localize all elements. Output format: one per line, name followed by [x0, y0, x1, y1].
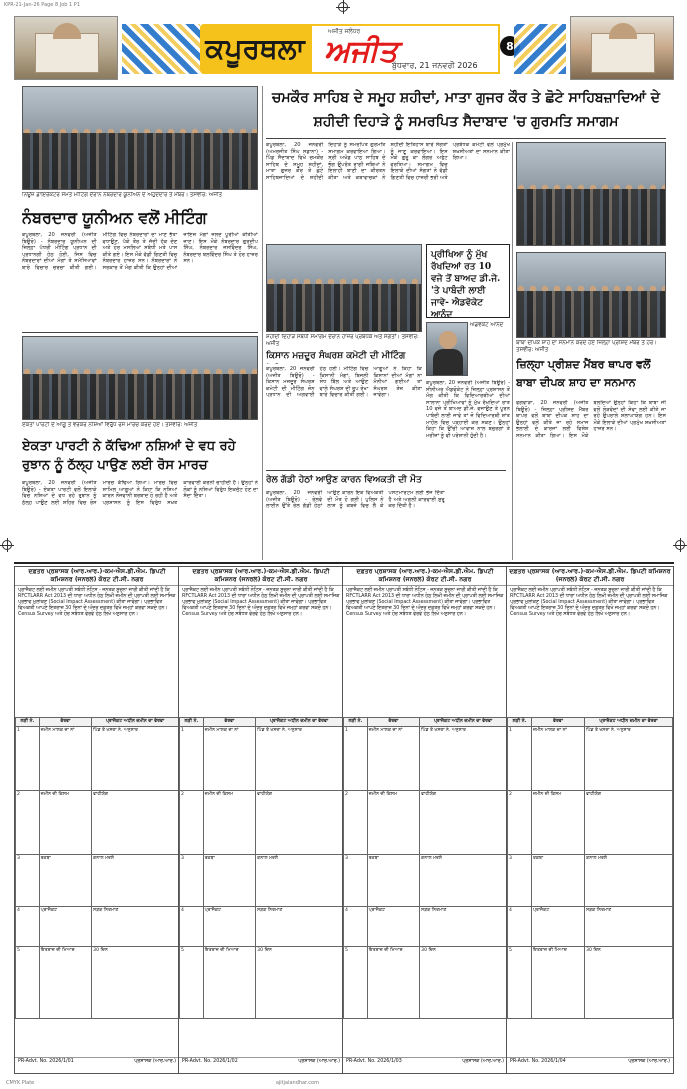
table-row: 5 ਇਤਰਾਜ਼ ਦੀ ਮਿਆਦ 30 ਦਿਨ [180, 946, 343, 1018]
table-row: 2 ਜ਼ਮੀਨ ਦੀ ਕਿਸਮ ਵਾਹੀਯੋਗ [508, 790, 673, 854]
tender-footer: PR-Advt. No. 2026/1/04 ਪ੍ਰਸ਼ਾਸਕ (ਆਰ.ਆਰ.) [507, 1057, 673, 1073]
tender-body: ਪ੍ਰਾਜੈਕਟ ਲਈ ਜ਼ਮੀਨ ਪ੍ਰਾਪਤੀ ਸਬੰਧੀ ਨੋਟਿਸ - ਜਨਤਕ ਸੂਚਨਾ ਜਾਰੀ ਕੀਤੀ ਜਾਂਦੀ ਹੈ ਕਿ RFCTLARR Act 2013 ਦੀ ਧਾਰਾ ਅਧੀਨ ਹੇਠ ਲਿਖੀ ਜ਼ਮੀਨ ਦੀ ਪ੍ਰਾਪਤੀ ਲਈ ਸਮਾਜਿਕ ਪ੍ਰਭਾਵ ਮੁਲਾਂਕਣ (Social Impact Assessment) ਕੀਤਾ ਜਾਵੇਗਾ। ਪ੍ਰਭਾਵਿਤ ਵਿਅਕਤੀ ਆਪਣੇ ਇਤਰਾਜ਼ 30 ਦਿਨਾਂ ਦੇ ਅੰਦਰ ਦਫ਼ਤਰ ਵਿਖੇ ਜਮ੍ਹਾਂ ਕਰਵਾ ਸਕਦੇ ਹਨ। Census Survey ਅਤੇ ਹੋਰ ਸਬੰਧਤ ਵੇਰਵੇ ਹੇਠ ਲਿਖੇ ਅਨੁਸਾਰ ਹਨ। [18, 588, 176, 618]
table-header: ਪ੍ਰਾਜੈਕਟ ਅਧੀਨ ਜ਼ਮੀਨ ਦਾ ਵੇਰਵਾ [420, 718, 507, 727]
column-rule [512, 142, 513, 560]
tender-office: ਦਫ਼ਤਰ ਪ੍ਰਸ਼ਾਸਕ (ਆਰ.ਆਰ.)-ਕਮ-ਐਸ.ਡੀ.ਐਮ. ਡਿਪਟੀ ਕਮਿਸ਼ਨਰ (ਜਨਰਲ) ਕੋਰਟ ਟੀ.ਸੀ. ਨਗਰ [179, 567, 343, 586]
table-header: ਲੜੀ ਨੰ. [180, 718, 204, 727]
registration-mark-icon [338, 2, 348, 12]
tender-notice-1 [14, 566, 180, 1074]
ekta-march-photo [22, 336, 258, 420]
gurmat-headline: ਚਮਕੌਰ ਸਾਹਿਬ ਦੇ ਸਮੂਹ ਸ਼ਹੀਦਾਂ, ਮਾਤਾ ਗੁਜਰ ਕੌਰ ਤੇ ਛੋਟੇ ਸਾਹਿਬਜ਼ਾਦਿਆਂ ਦੇ ਸ਼ਹੀਦੀ ਦਿਹਾੜੇ ਨੂੰ ਸਮਰਪਿਤ ਸੈਦਾਬਾਦ 'ਚ ਗੁਰਮਤਿ ਸਮਾਗਮ [271, 90, 660, 130]
page-number: 8 [500, 36, 520, 56]
table-row: 1 ਜ਼ਮੀਨ ਮਾਲਕ ਦਾ ਨਾਂ ਪਿੰਡ ਤੇ ਖਸਰਾ ਨੰ. ਅਨੁਸਾਰ [16, 726, 179, 790]
brand-logo: ਅਜੀਤ [324, 34, 398, 69]
tender-footer: PR-Advt. No. 2026/1/03 ਪ੍ਰਸ਼ਾਸਕ (ਆਰ.ਆਰ.) [343, 1057, 507, 1073]
tender-body: ਪ੍ਰਾਜੈਕਟ ਲਈ ਜ਼ਮੀਨ ਪ੍ਰਾਪਤੀ ਸਬੰਧੀ ਨੋਟਿਸ - ਜਨਤਕ ਸੂਚਨਾ ਜਾਰੀ ਕੀਤੀ ਜਾਂਦੀ ਹੈ ਕਿ RFCTLARR Act 2013 ਦੀ ਧਾਰਾ ਅਧੀਨ ਹੇਠ ਲਿਖੀ ਜ਼ਮੀਨ ਦੀ ਪ੍ਰਾਪਤੀ ਲਈ ਸਮਾਜਿਕ ਪ੍ਰਭਾਵ ਮੁਲਾਂਕਣ (Social Impact Assessment) ਕੀਤਾ ਜਾਵੇਗਾ। ਪ੍ਰਭਾਵਿਤ ਵਿਅਕਤੀ ਆਪਣੇ ਇਤਰਾਜ਼ 30 ਦਿਨਾਂ ਦੇ ਅੰਦਰ ਦਫ਼ਤਰ ਵਿਖੇ ਜਮ੍ਹਾਂ ਕਰਵਾ ਸਕਦੇ ਹਨ। Census Survey ਅਤੇ ਹੋਰ ਸਬੰਧਤ ਵੇਰਵੇ ਹੇਠ ਲਿਖੇ ਅਨੁਸਾਰ ਹਨ। [182, 588, 340, 618]
table-row: 1 ਜ਼ਮੀਨ ਮਾਲਕ ਦਾ ਨਾਂ ਪਿੰਡ ਤੇ ਖਸਰਾ ਨੰ. ਅਨੁਸਾਰ [508, 726, 673, 790]
table-row: 3 ਰਕਬਾ ਕਨਾਲ ਮਰਲੇ [180, 854, 343, 906]
table-row: 5 ਇਤਰਾਜ਼ ਦੀ ਮਿਆਦ 30 ਦਿਨ [16, 946, 179, 1018]
table-row: 5 ਇਤਰਾਜ਼ ਦੀ ਮਿਆਦ 30 ਦਿਨ [344, 946, 507, 1018]
table-header: ਵੇਰਵਾ [367, 718, 419, 727]
table-header: ਪ੍ਰਾਜੈਕਟ ਅਧੀਨ ਜ਼ਮੀਨ ਦਾ ਵੇਰਵਾ [585, 718, 673, 727]
table-row: 3 ਰਕਬਾ ਕਨਾਲ ਮਰਲੇ [16, 854, 179, 906]
ekta-body: ਕਪੂਰਥਲਾ, 20 ਜਨਵਰੀ (ਅਜੀਤ ਬਿਊਰੋ) - ਏਕਤਾ ਪਾਰਟੀ ਵਲੋਂ ਇਲਾਕੇ ਵਿਚ ਨਸ਼ਿਆਂ ਦੇ ਵਧ ਰਹੇ ਰੁਝਾਨ ਨੂੰ ਠੱਲ੍ਹ ਪਾਉਣ ਲਈ ਸ਼ਹਿਰ ਵਿਚ ਰੋਸ ਮਾਰਚ ਕੱਢਿਆ ਗਿਆ। ਮਾਰਚ ਵਿਚ ਸ਼ਾਮਿਲ ਆਗੂਆਂ ਨੇ ਕਿਹਾ ਕਿ ਨਸ਼ਿਆਂ ਕਾਰਨ ਨੌਜਵਾਨੀ ਬਰਬਾਦ ਹੋ ਰਹੀ ਹੈ ਅਤੇ ਪ੍ਰਸ਼ਾਸਨ ਨੂੰ ਇਸ ਵਿਰੁੱਧ ਸਖ਼ਤ ਕਾਰਵਾਈ ਕਰਨੀ ਚਾਹੀਦੀ ਹੈ। ਉਨ੍ਹਾਂ ਨੇ ਲੋਕਾਂ ਨੂੰ ਨਸ਼ਿਆਂ ਵਿਰੁੱਧ ਇਕਜੁੱਟ ਹੋਣ ਦਾ ਸੱਦਾ ਦਿੱਤਾ। [22, 480, 258, 506]
zila-event-photo [516, 142, 666, 246]
table-header: ਪ੍ਰਾਜੈਕਟ ਅਧੀਨ ਜ਼ਮੀਨ ਦਾ ਵੇਰਵਾ [256, 718, 343, 727]
zila-headline: ਜ਼ਿਲ੍ਹਾ ਪ੍ਰੀਸ਼ਦ ਮੈਂਬਰ ਥਾਪਰ ਵਲੋਂ ਬਾਬਾ ਦੀਪਕ ਸ਼ਾਹ ਦਾ ਸਨਮਾਨ [516, 358, 651, 389]
brand-block [310, 24, 500, 74]
gurmat-photo-caption: ਸ਼ਹੀਦੀ ਦਿਹਾੜੇ ਸਬੰਧੀ ਸਮਾਗਮ ਦੌਰਾਨ ਹਾਜ਼ਰ ਪ੍ਰਬੰਧਕ ਅਤੇ ਸੰਗਤਾਂ। ਤਸਵੀਰ: ਅਜੀਤ [266, 334, 419, 347]
registration-mark-icon [675, 540, 685, 550]
table-header: ਲੜੀ ਨੰ. [508, 718, 532, 727]
table-row: 2 ਜ਼ਮੀਨ ਦੀ ਕਿਸਮ ਵਾਹੀਯੋਗ [344, 790, 507, 854]
divider [266, 470, 506, 471]
registration-mark-icon [2, 540, 12, 550]
table-row: 4 ਪ੍ਰਾਜੈਕਟ ਸੜਕ ਨਿਰਮਾਣ [344, 906, 507, 946]
table-header: ਲੜੀ ਨੰ. [344, 718, 368, 727]
advocate-profile-caption: ਐਡਵੋਕੇਟ ਆਨੰਦ [470, 322, 504, 328]
ekta-headline: ਏਕਤਾ ਪਾਰਟੀ ਨੇ ਕੱਢਿਆ ਨਸ਼ਿਆਂ ਦੇ ਵਧ ਰਹੇ ਰੁਝਾਨ ਨੂੰ ਠੱਲ੍ਹ ਪਾਉਣ ਲਈ ਰੋਸ ਮਾਰਚ [22, 439, 236, 473]
tender-notice-3 [342, 566, 508, 1074]
numberdar-body: ਕਪੂਰਥਲਾ, 20 ਜਨਵਰੀ (ਅਜੀਤ ਬਿਊਰੋ) - ਨੰਬਰਦਾਰ ਯੂਨੀਅਨ ਦੀ ਜ਼ਿਲ੍ਹਾ ਪੱਧਰੀ ਮੀਟਿੰਗ ਪ੍ਰਧਾਨ ਦੀ ਪ੍ਰਧਾਨਗੀ ਹੇਠ ਹੋਈ, ਜਿਸ ਵਿਚ ਨੰਬਰਦਾਰਾਂ ਦੀਆਂ ਮੰਗਾਂ ਤੇ ਸਮੱਸਿਆਵਾਂ ਬਾਰੇ ਵਿਚਾਰ ਚਰਚਾ ਕੀਤੀ ਗਈ। ਮੀਟਿੰਗ ਵਿਚ ਨੰਬਰਦਾਰਾਂ ਦਾ ਮਾਣ ਭੱਤਾ ਵਧਾਉਣ, ਪੱਕੇ ਤੌਰ ਤੇ ਜੱਦੀ ਹੱਕ ਦੇਣ ਅਤੇ ਹੋਰ ਮਸਲਿਆਂ ਸਬੰਧੀ ਮਤੇ ਪਾਸ ਕੀਤੇ ਗਏ। ਇਸ ਮੌਕੇ ਵੱਡੀ ਗਿਣਤੀ ਵਿਚ ਨੰਬਰਦਾਰ ਹਾਜ਼ਰ ਸਨ। ਨੰਬਰਦਾਰਾਂ ਨੇ ਸਰਕਾਰ ਤੋਂ ਮੰਗ ਕੀਤੀ ਕਿ ਉਨ੍ਹਾਂ ਦੀਆਂ ਜਾਇਜ਼ ਮੰਗਾਂ ਜਲਦ ਪੂਰੀਆਂ ਕੀਤੀਆਂ ਜਾਣ। ਇਸ ਮੌਕੇ ਨੰਬਰਦਾਰ ਗੁਰਦੀਪ ਸਿੰਘ, ਨੰਬਰਦਾਰ ਜਸਵਿੰਦਰ ਸਿੰਘ, ਨੰਬਰਦਾਰ ਬਲਵਿੰਦਰ ਸਿੰਘ ਤੇ ਹੋਰ ਹਾਜ਼ਰ ਸਨ। [22, 232, 258, 271]
masthead-pattern [122, 24, 200, 74]
tender-notice-2 [178, 566, 344, 1074]
zila-photo-caption: ਬਾਬਾ ਦੀਪਕ ਸ਼ਾਹ ਦਾ ਸਨਮਾਨ ਕਰਦੇ ਹੋਏ ਜ਼ਿਲ੍ਹਾ ਪ੍ਰੀਸ਼ਦ ਮੈਂਬਰ ਤੇ ਹੋਰ। ਤਸਵੀਰ: ਅਜੀਤ [516, 340, 657, 353]
table-row: 1 ਜ਼ਮੀਨ ਮਾਲਕ ਦਾ ਨਾਂ ਪਿੰਡ ਤੇ ਖਸਰਾ ਨੰ. ਅਨੁਸਾਰ [180, 726, 343, 790]
tender-footer: PR-Advt. No. 2026/1/01 ਪ੍ਰਸ਼ਾਸਕ (ਆਰ.ਆਰ.) [15, 1057, 179, 1073]
masthead [14, 14, 674, 82]
heritage-building-photo [14, 16, 118, 80]
kisan-headline: ਕਿਸਾਨ ਮਜ਼ਦੂਰ ਸੰਘਰਸ਼ ਕਮੇਟੀ ਦੀ ਮੀਟਿੰਗ [266, 351, 406, 361]
tagline: ਅਜੀਤ ਜਲੰਧਰ [328, 28, 361, 35]
table-row: 4 ਪ੍ਰਾਜੈਕਟ ਸੜਕ ਨਿਰਮਾਣ [180, 906, 343, 946]
kisan-body: ਕਪੂਰਥਲਾ, 20 ਜਨਵਰੀ (ਅਜੀਤ ਬਿਊਰੋ) - ਕਿਸਾਨ ਮਜ਼ਦੂਰ ਸੰਘਰਸ਼ ਕਮੇਟੀ ਦੀ ਮੀਟਿੰਗ ਜ਼ੋਨ ਪ੍ਰਧਾਨ ਦੀ ਅਗਵਾਈ ਹੇਠ ਹੋਈ। ਮੀਟਿੰਗ ਵਿਚ ਕਿਸਾਨੀ ਮੰਗਾਂ, ਬਿਜਲੀ ਸੋਧ ਬਿੱਲ ਅਤੇ ਆਉਣ ਵਾਲੇ ਸੰਘਰਸ਼ ਦੀ ਰੂਪ ਰੇਖਾ ਬਾਰੇ ਵਿਚਾਰ ਕੀਤੀ ਗਈ। ਆਗੂਆਂ ਨੇ ਕਿਹਾ ਕਿ ਕਿਸਾਨਾਂ ਦੀਆਂ ਮੰਗਾਂ ਨਾ ਮੰਨੀਆਂ ਗਈਆਂ ਤਾਂ ਸੰਘਰਸ਼ ਤੇਜ਼ ਕੀਤਾ ਜਾਵੇਗਾ। [266, 366, 422, 399]
table-row: 3 ਰਕਬਾ ਕਨਾਲ ਮਰਲੇ [344, 854, 507, 906]
masthead-pattern [514, 24, 566, 74]
table-row: 4 ਪ੍ਰਾਜੈਕਟ ਸੜਕ ਨਿਰਮਾਣ [16, 906, 179, 946]
gurmat-body: ਕਪੂਰਥਲਾ, 20 ਜਨਵਰੀ (ਅਮਰਜੀਤ ਸਿੰਘ ਸਡਾਨਾ) - ਪਿੰਡ ਸੈਦਾਬਾਦ ਵਿਖੇ ਚਮਕੌਰ ਸਾਹਿਬ ਦੇ ਸਮੂਹ ਸ਼ਹੀਦਾਂ, ਮਾਤਾ ਗੁਜਰ ਕੌਰ ਤੇ ਛੋਟੇ ਸਾਹਿਬਜ਼ਾਦਿਆਂ ਦੇ ਸ਼ਹੀਦੀ ਦਿਹਾੜੇ ਨੂੰ ਸਮਰਪਿਤ ਗੁਰਮਤਿ ਸਮਾਗਮ ਕਰਵਾਇਆ ਗਿਆ। ਸ੍ਰੀ ਅਖੰਡ ਪਾਠ ਸਾਹਿਬ ਦੇ ਭੋਗ ਉਪਰੰਤ ਰਾਗੀ ਜਥਿਆਂ ਨੇ ਇਲਾਹੀ ਬਾਣੀ ਦਾ ਕੀਰਤਨ ਕੀਤਾ ਅਤੇ ਕਥਾਵਾਚਕਾਂ ਨੇ ਸ਼ਹੀਦੀ ਇਤਿਹਾਸ ਬਾਰੇ ਸੰਗਤਾਂ ਨੂੰ ਜਾਣੂ ਕਰਵਾਇਆ। ਇਸ ਮੌਕੇ ਗੁਰੂ ਕਾ ਲੰਗਰ ਅਤੁੱਟ ਵਰਤਿਆ। ਸਮਾਗਮ ਵਿਚ ਇਲਾਕੇ ਦੀਆਂ ਸੰਗਤਾਂ ਨੇ ਵੱਡੀ ਗਿਣਤੀ ਵਿਚ ਹਾਜ਼ਰੀ ਭਰੀ ਅਤੇ ਪ੍ਰਬੰਧਕ ਕਮੇਟੀ ਵਲੋਂ ਪ੍ਰਮੁੱਖ ਸ਼ਖ਼ਸੀਅਤਾਂ ਦਾ ਸਨਮਾਨ ਕੀਤਾ ਗਿਆ। [266, 142, 510, 181]
zila-honour-photo [516, 252, 666, 338]
tender-office: ਦਫ਼ਤਰ ਪ੍ਰਸ਼ਾਸਕ (ਆਰ.ਆਰ.)-ਕਮ-ਐਸ.ਡੀ.ਐਮ. ਡਿਪਟੀ ਕਮਿਸ਼ਨਰ (ਜਨਰਲ) ਕੋਰਟ ਟੀ.ਸੀ. ਨਗਰ [507, 567, 673, 586]
advocate-headline-box [426, 244, 510, 318]
tender-table [343, 717, 507, 1019]
numberdar-photo [22, 86, 258, 190]
table-row: 3 ਰਕਬਾ ਕਨਾਲ ਮਰਲੇ [508, 854, 673, 906]
numberdar-headline: ਨੰਬਰਦਾਰ ਯੂਨੀਅਨ ਵਲੋਂ ਮੀਟਿੰਗ [22, 208, 207, 227]
advocate-body: ਕਪੂਰਥਲਾ, 20 ਜਨਵਰੀ (ਅਜੀਤ ਬਿਊਰੋ) - ਸੀਨੀਅਰ ਐਡਵੋਕੇਟ ਨੇ ਜ਼ਿਲ੍ਹਾ ਪ੍ਰਸ਼ਾਸਨ ਤੋਂ ਮੰਗ ਕੀਤੀ ਕਿ ਵਿਦਿਆਰਥੀਆਂ ਦੀਆਂ ਸਾਲਾਨਾ ਪ੍ਰੀਖਿਆਵਾਂ ਨੂੰ ਮੁੱਖ ਰੱਖਦਿਆਂ ਰਾਤ 10 ਵਜੇ ਤੋਂ ਬਾਅਦ ਡੀ.ਜੇ. ਵਜਾਉਣ ਤੇ ਪੂਰਨ ਪਾਬੰਦੀ ਲਾਈ ਜਾਵੇ ਤਾਂ ਜੋ ਵਿਦਿਆਰਥੀ ਸ਼ਾਂਤ ਮਾਹੌਲ ਵਿਚ ਪੜ੍ਹਾਈ ਕਰ ਸਕਣ। ਉਨ੍ਹਾਂ ਕਿਹਾ ਕਿ ਉੱਚੀ ਆਵਾਜ਼ ਨਾਲ ਬਜ਼ੁਰਗਾਂ ਤੇ ਮਰੀਜ਼ਾਂ ਨੂੰ ਵੀ ਪਰੇਸ਼ਾਨੀ ਹੁੰਦੀ ਹੈ। [426, 380, 510, 439]
table-row: 1 ਜ਼ਮੀਨ ਮਾਲਕ ਦਾ ਨਾਂ ਪਿੰਡ ਤੇ ਖਸਰਾ ਨੰ. ਅਨੁਸਾਰ [344, 726, 507, 790]
advocate-headline: ਪ੍ਰੀਖਿਆ ਨੂੰ ਮੁੱਖ ਰੱਖਦਿਆਂ ਰਤ 10 ਵਜੇ ਤੋਂ ਬਾਅਦ ਡੀ.ਜੇ. 'ਤੇ ਪਾਬੰਦੀ ਲਾਈ ਜਾਵੇ- ਐਡਵੋਕੇਟ ਆਨੰਦ [431, 250, 501, 320]
tender-body: ਪ੍ਰਾਜੈਕਟ ਲਈ ਜ਼ਮੀਨ ਪ੍ਰਾਪਤੀ ਸਬੰਧੀ ਨੋਟਿਸ - ਜਨਤਕ ਸੂਚਨਾ ਜਾਰੀ ਕੀਤੀ ਜਾਂਦੀ ਹੈ ਕਿ RFCTLARR Act 2013 ਦੀ ਧਾਰਾ ਅਧੀਨ ਹੇਠ ਲਿਖੀ ਜ਼ਮੀਨ ਦੀ ਪ੍ਰਾਪਤੀ ਲਈ ਸਮਾਜਿਕ ਪ੍ਰਭਾਵ ਮੁਲਾਂਕਣ (Social Impact Assessment) ਕੀਤਾ ਜਾਵੇਗਾ। ਪ੍ਰਭਾਵਿਤ ਵਿਅਕਤੀ ਆਪਣੇ ਇਤਰਾਜ਼ 30 ਦਿਨਾਂ ਦੇ ਅੰਦਰ ਦਫ਼ਤਰ ਵਿਖੇ ਜਮ੍ਹਾਂ ਕਰਵਾ ਸਕਦੇ ਹਨ। Census Survey ਅਤੇ ਹੋਰ ਸਬੰਧਤ ਵੇਰਵੇ ਹੇਠ ਲਿਖੇ ਅਨੁਸਾਰ ਹਨ। [346, 588, 504, 618]
zila-body: ਫਗਵਾੜਾ, 20 ਜਨਵਰੀ (ਅਜੀਤ ਬਿਊਰੋ) - ਜ਼ਿਲ੍ਹਾ ਪ੍ਰੀਸ਼ਦ ਮੈਂਬਰ ਥਾਪਰ ਵਲੋਂ ਬਾਬਾ ਦੀਪਕ ਸ਼ਾਹ ਦਾ ਉਨ੍ਹਾਂ ਵਲੋਂ ਕੀਤੇ ਜਾ ਰਹੇ ਸਮਾਜ ਭਲਾਈ ਦੇ ਕਾਰਜਾਂ ਲਈ ਵਿਸ਼ੇਸ਼ ਸਨਮਾਨ ਕੀਤਾ ਗਿਆ। ਇਸ ਮੌਕੇ ਬੋਲਦਿਆਂ ਉਨ੍ਹਾਂ ਕਿਹਾ ਕਿ ਬਾਬਾ ਜੀ ਵਲੋਂ ਲੋੜਵੰਦਾਂ ਦੀ ਸੇਵਾ ਲਈ ਕੀਤੇ ਜਾ ਰਹੇ ਉਪਰਾਲੇ ਸ਼ਲਾਘਾਯੋਗ ਹਨ। ਇਸ ਮੌਕੇ ਇਲਾਕੇ ਦੀਆਂ ਪ੍ਰਮੁੱਖ ਸ਼ਖ਼ਸੀਅਤਾਂ ਹਾਜ਼ਰ ਸਨ। [516, 400, 666, 439]
tender-notice-4 [506, 566, 674, 1074]
rail-headline: ਰੇਲ ਗੱਡੀ ਹੇਠਾਂ ਆਉਣ ਕਾਰਨ ਵਿਅਕਤੀ ਦੀ ਮੌਤ [266, 475, 422, 485]
table-header: ਵੇਰਵਾ [203, 718, 255, 727]
tender-table [15, 717, 179, 1019]
table-header: ਪ੍ਰਾਜੈਕਟ ਅਧੀਨ ਜ਼ਮੀਨ ਦਾ ਵੇਰਵਾ [92, 718, 179, 727]
table-header: ਵੇਰਵਾ [39, 718, 91, 727]
tender-body: ਪ੍ਰਾਜੈਕਟ ਲਈ ਜ਼ਮੀਨ ਪ੍ਰਾਪਤੀ ਸਬੰਧੀ ਨੋਟਿਸ - ਜਨਤਕ ਸੂਚਨਾ ਜਾਰੀ ਕੀਤੀ ਜਾਂਦੀ ਹੈ ਕਿ RFCTLARR Act 2013 ਦੀ ਧਾਰਾ ਅਧੀਨ ਹੇਠ ਲਿਖੀ ਜ਼ਮੀਨ ਦੀ ਪ੍ਰਾਪਤੀ ਲਈ ਸਮਾਜਿਕ ਪ੍ਰਭਾਵ ਮੁਲਾਂਕਣ (Social Impact Assessment) ਕੀਤਾ ਜਾਵੇਗਾ। ਪ੍ਰਭਾਵਿਤ ਵਿਅਕਤੀ ਆਪਣੇ ਇਤਰਾਜ਼ 30 ਦਿਨਾਂ ਦੇ ਅੰਦਰ ਦਫ਼ਤਰ ਵਿਖੇ ਜਮ੍ਹਾਂ ਕਰਵਾ ਸਕਦੇ ਹਨ। Census Survey ਅਤੇ ਹੋਰ ਸਬੰਧਤ ਵੇਰਵੇ ਹੇਠ ਲਿਖੇ ਅਨੁਸਾਰ ਹਨ। [510, 588, 668, 618]
divider [22, 332, 258, 333]
print-slug-top: KPR-21-Jan-26 Page 8 Job 1 P1 [4, 2, 81, 8]
ekta-photo-caption: ਏਕਤਾ ਪਾਰਟੀ ਦੇ ਆਗੂ ਤੇ ਵਰਕਰ ਨਸ਼ਿਆਂ ਵਿਰੁੱਧ ਰੋਸ ਮਾਰਚ ਕਰਦੇ ਹੋਏ। ਤਸਵੀਰ: ਅਜੀਤ [22, 422, 198, 428]
table-row: 5 ਇਤਰਾਜ਼ ਦੀ ਮਿਆਦ 30 ਦਿਨ [508, 946, 673, 1018]
advocate-portrait [426, 322, 468, 376]
issue-date: ਬੁੱਧਵਾਰ, 21 ਜਨਵਰੀ 2026 [392, 61, 478, 70]
table-row: 2 ਜ਼ਮੀਨ ਦੀ ਕਿਸਮ ਵਾਹੀਯੋਗ [16, 790, 179, 854]
heritage-building-photo [570, 16, 674, 80]
tender-office: ਦਫ਼ਤਰ ਪ੍ਰਸ਼ਾਸਕ (ਆਰ.ਆਰ.)-ਕਮ-ਐਸ.ਡੀ.ਐਮ. ਡਿਪਟੀ ਕਮਿਸ਼ਨਰ (ਜਨਰਲ) ਕੋਰਟ ਟੀ.ਸੀ. ਨਗਰ [343, 567, 507, 586]
column-rule [262, 86, 263, 560]
table-header: ਲੜੀ ਨੰ. [16, 718, 40, 727]
tender-office: ਦਫ਼ਤਰ ਪ੍ਰਸ਼ਾਸਕ (ਆਰ.ਆਰ.)-ਕਮ-ਐਸ.ਡੀ.ਐਮ. ਡਿਪਟੀ ਕਮਿਸ਼ਨਰ (ਜਨਰਲ) ਕੋਰਟ ਟੀ.ਸੀ. ਨਗਰ [15, 567, 179, 586]
table-header: ਵੇਰਵਾ [531, 718, 584, 727]
section-divider [14, 562, 674, 564]
tender-footer: PR-Advt. No. 2026/1/02 ਪ੍ਰਸ਼ਾਸਕ (ਆਰ.ਆਰ.) [179, 1057, 343, 1073]
numberdar-photo-caption: ਨਿਊਜ਼ ਡਾਇਰੈਕਟਰ ਸਮੇਤ ਮੀਟਿੰਗ ਦੌਰਾਨ ਨੰਬਰਦਾਰ ਯੂਨੀਅਨ ਦੇ ਅਹੁਦੇਦਾਰ ਤੇ ਮੈਂਬਰ। ਤਸਵੀਰ: ਅਜੀਤ [22, 192, 222, 198]
city-name: ਕਪੂਰਥਲਾ [200, 24, 310, 74]
gurmat-photo [266, 244, 422, 332]
table-row: 2 ਜ਼ਮੀਨ ਦੀ ਕਿਸਮ ਵਾਹੀਯੋਗ [180, 790, 343, 854]
divider [266, 138, 666, 139]
rail-body: ਕਪੂਰਥਲਾ, 20 ਜਨਵਰੀ (ਅਜੀਤ ਬਿਊਰੋ) - ਰੇਲਵੇ ਲਾਈਨ ਉੱਤੇ ਰੇਲ ਗੱਡੀ ਹੇਠਾਂ ਆਉਣ ਕਾਰਨ ਇਕ ਵਿਅਕਤੀ ਦੀ ਮੌਤ ਹੋ ਗਈ। ਪੁਲਿਸ ਨੇ ਲਾਸ਼ ਨੂੰ ਕਬਜ਼ੇ ਵਿਚ ਲੈ ਕੇ ਪੋਸਟਮਾਰਟਮ ਲਈ ਭੇਜ ਦਿੱਤਾ ਹੈ ਅਤੇ ਅਗਲੀ ਕਾਰਵਾਈ ਸ਼ੁਰੂ ਕਰ ਦਿੱਤੀ ਹੈ। [266, 490, 445, 510]
print-slug-bottom: CMYK Plate ajitjalandhar.com [6, 1080, 319, 1086]
tender-table [507, 717, 673, 1019]
table-row: 4 ਪ੍ਰਾਜੈਕਟ ਸੜਕ ਨਿਰਮਾਣ [508, 906, 673, 946]
tender-table [179, 717, 343, 1019]
